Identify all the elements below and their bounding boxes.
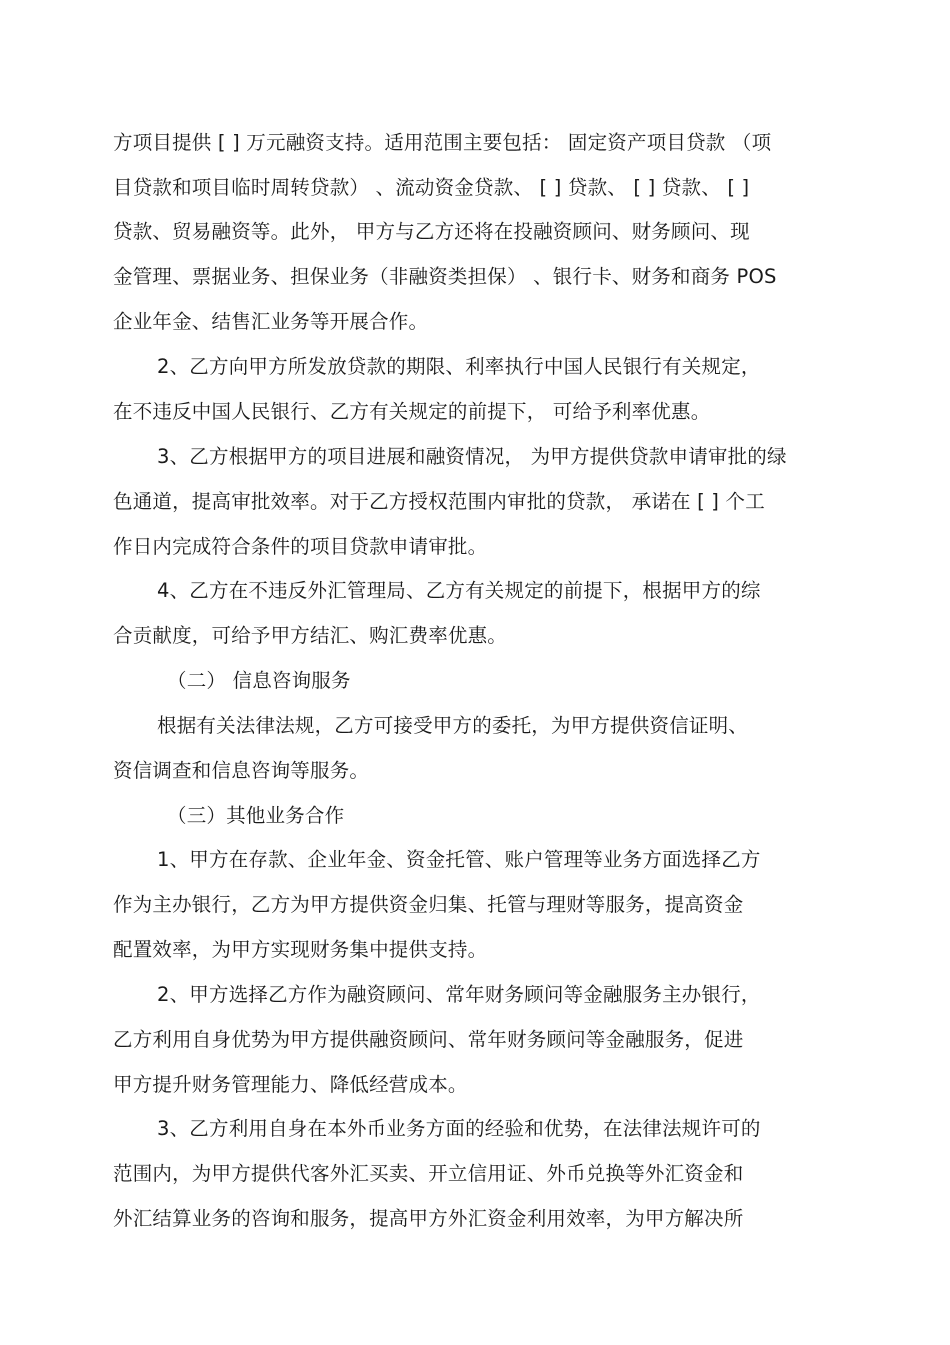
text-line-6: 2、乙方向甲方所发放贷款的期限、利率执行中国人民银行有关规定， — [157, 355, 761, 378]
text-line-25: 外汇结算业务的咨询和服务，提高甲方外汇资金利用效率，为甲方解决所 — [113, 1207, 744, 1230]
text-line-19: 配置效率，为甲方实现财务集中提供支持。 — [113, 938, 488, 961]
text-line-5: 企业年金、结售汇业务等开展合作。 — [113, 310, 429, 333]
text-line-3: 贷款、贸易融资等。此外， 甲方与乙方还将在投融资顾问、财务顾问、现 — [113, 220, 750, 243]
text-line-21: 乙方利用自身优势为甲方提供融资顾问、常年财务顾问等金融服务，促进 — [113, 1028, 744, 1051]
text-line-23: 3、乙方利用自身在本外币业务方面的经验和优势，在法律法规许可的 — [157, 1117, 761, 1140]
text-line-17: 1、甲方在存款、企业年金、资金托管、账户管理等业务方面选择乙方 — [157, 848, 761, 871]
text-line-7: 在不违反中国人民银行、乙方有关规定的前提下， 可给予利率优惠。 — [113, 400, 711, 423]
text-line-14: 根据有关法律法规，乙方可接受甲方的委托，为甲方提供资信证明、 — [157, 714, 749, 737]
text-line-18: 作为主办银行，乙方为甲方提供资金归集、托管与理财等服务，提高资金 — [113, 893, 744, 916]
text-line-11: 4、乙方在不违反外汇管理局、乙方有关规定的前提下，根据甲方的综 — [157, 579, 761, 602]
text-line-20: 2、甲方选择乙方作为融资顾问、常年财务顾问等金融服务主办银行， — [157, 983, 761, 1006]
text-line-22: 甲方提升财务管理能力、降低经营成本。 — [113, 1073, 468, 1096]
section-heading-2: （二） 信息咨询服务 — [167, 669, 351, 692]
text-line-15: 资信调查和信息咨询等服务。 — [113, 759, 370, 782]
text-line-1: 方项目提供 [ ] 万元融资支持。适用范围主要包括： 固定资产项目贷款 （项 — [113, 131, 772, 154]
text-line-9: 色通道，提高审批效率。对于乙方授权范围内审批的贷款， 承诺在 [ ] 个工 — [113, 490, 765, 513]
text-line-4: 金管理、票据业务、担保业务（非融资类担保） 、银行卡、财务和商务 POS — [113, 265, 777, 288]
text-line-10: 作日内完成符合条件的项目贷款申请审批。 — [113, 535, 488, 558]
text-line-24: 范围内，为甲方提供代客外汇买卖、开立信用证、外币兑换等外汇资金和 — [113, 1162, 744, 1185]
text-line-8: 3、乙方根据甲方的项目进展和融资情况， 为甲方提供贷款申请审批的绿 — [157, 445, 787, 468]
text-line-12: 合贡献度，可给予甲方结汇、购汇费率优惠。 — [113, 624, 508, 647]
section-heading-3: （三）其他业务合作 — [167, 804, 345, 827]
text-line-2: 目贷款和项目临时周转贷款） 、流动资金贷款、 [ ] 贷款、 [ ] 贷款、 [ ] — [113, 176, 750, 199]
